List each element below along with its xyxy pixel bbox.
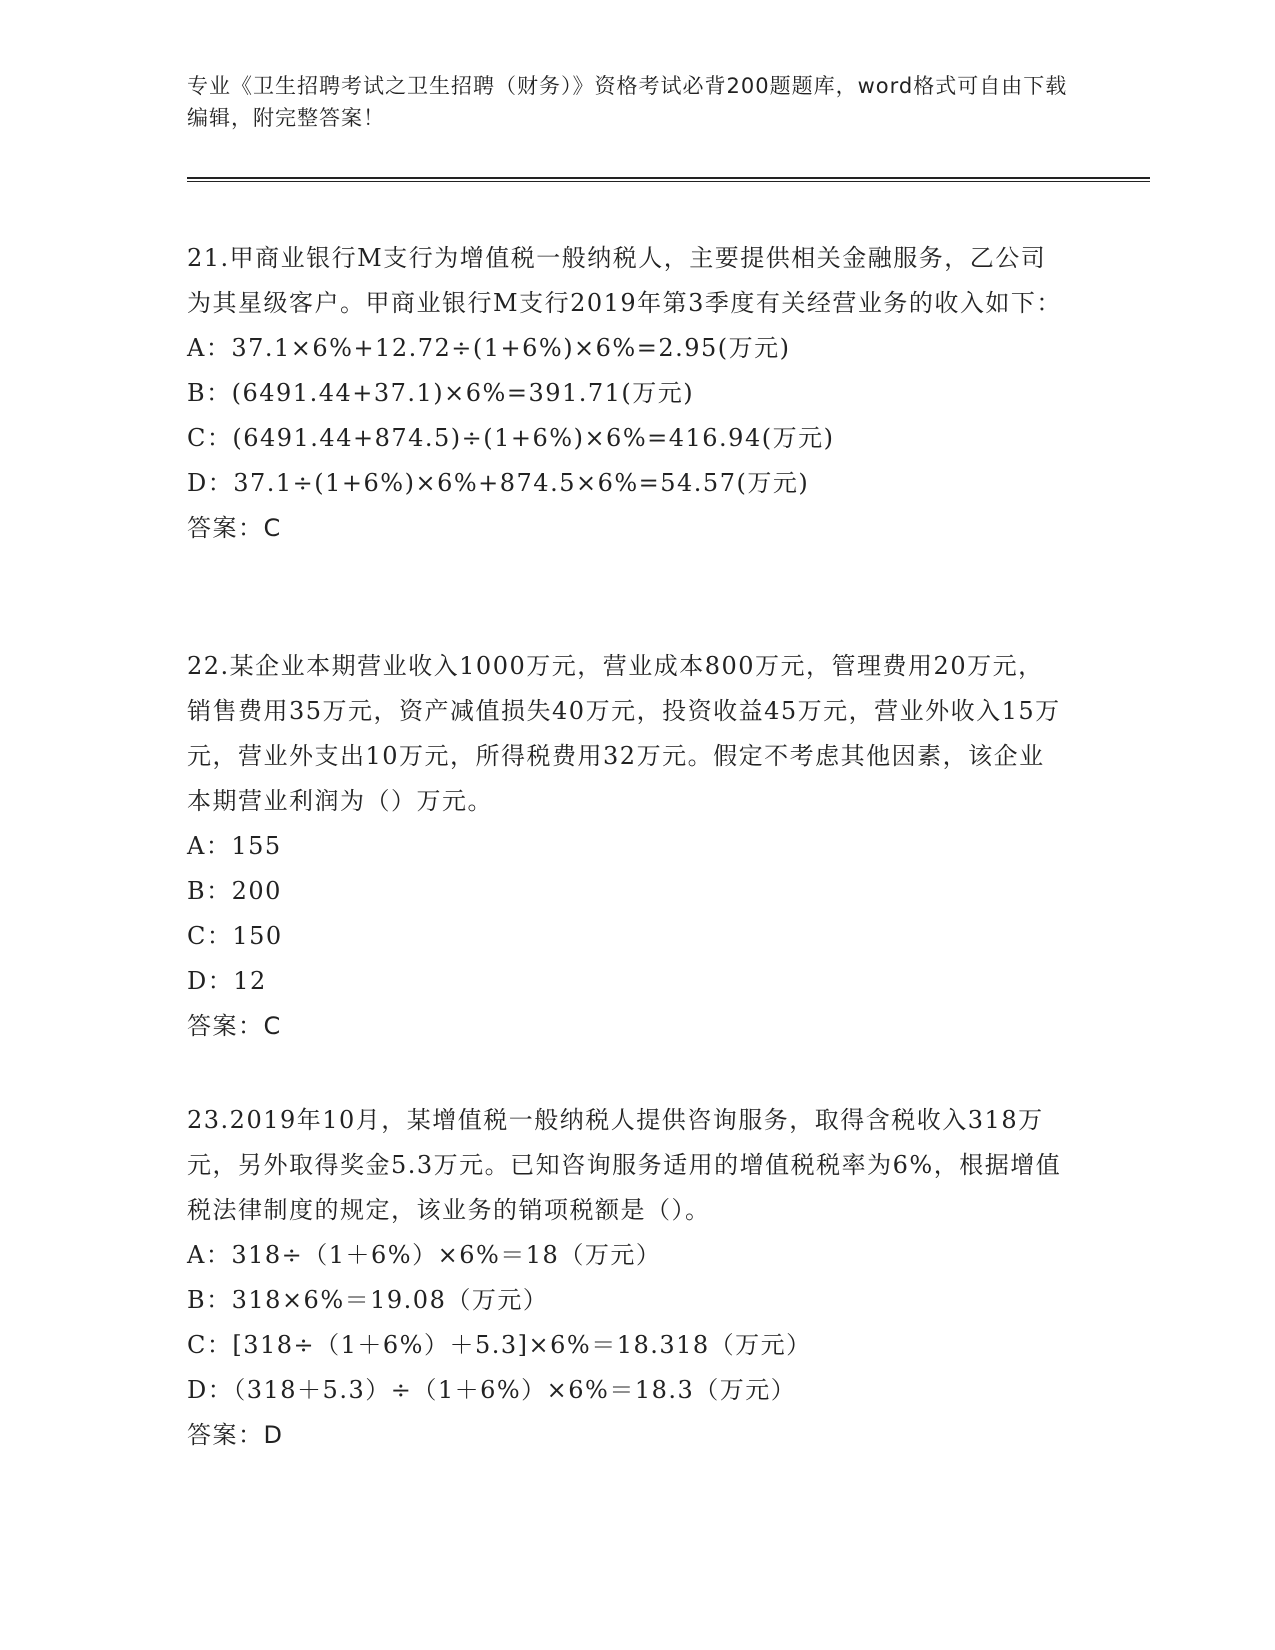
answer: 答案：D [187,1421,284,1449]
option-d: D：（318＋5.3）÷（1＋6%）×6%＝18.3（万元） [187,1376,797,1404]
header-divider [187,177,1150,182]
answer: 答案：C [187,514,282,542]
option-c: C：150 [187,922,283,950]
option-d: D：12 [187,967,267,995]
option-b: B：200 [187,877,282,905]
option-a: A：155 [187,832,282,860]
document-header [187,70,1087,134]
header-title: 专业《卫生招聘考试之卫生招聘（财务）》资格考试必背200题题库，word格式可自由下载编辑，附完整答案！ [187,74,1068,130]
answer: 答案：C [187,1012,282,1040]
option-b: B：318×6%＝19.08（万元） [187,1286,549,1314]
option-c: C：(6491.44+874.5)÷(1+6%)×6%=416.94(万元) [187,424,835,452]
option-a: A：318÷（1＋6%）×6%＝18（万元） [187,1241,662,1269]
option-a: A：37.1×6%+12.72÷(1+6%)×6%=2.95(万元) [187,334,791,362]
option-c: C：[318÷（1＋6%）＋5.3]×6%＝18.318（万元） [187,1331,812,1359]
option-d: D：37.1÷(1+6%)×6%+874.5×6%=54.57(万元) [187,469,810,497]
question-stem: 22.某企业本期营业收入1000万元，营业成本800万元，管理费用20万元，销售费用35万元，资产减值损失40万元，投资收益45万元，营业外收入15万元，营业外支出10万元，所得税费用32万元。假定不考虑其他因素，该企业本期营业利润为（）万元。 [187,652,1061,815]
question-21 [187,236,1067,551]
question-23 [187,1098,1067,1458]
question-stem: 21.甲商业银行M支行为增值税一般纳税人，主要提供相关金融服务，乙公司为其星级客户。甲商业银行M支行2019年第3季度有关经营业务的收入如下： [187,244,1062,317]
question-22 [187,644,1067,1049]
option-b: B：(6491.44+37.1)×6%=391.71(万元) [187,379,695,407]
question-stem: 23.2019年10月，某增值税一般纳税人提供咨询服务，取得含税收入318万元，另外取得奖金5.3万元。已知咨询服务适用的增值税税率为6%，根据增值税法律制度的规定，该业务的销项税额是（）。 [187,1106,1062,1224]
